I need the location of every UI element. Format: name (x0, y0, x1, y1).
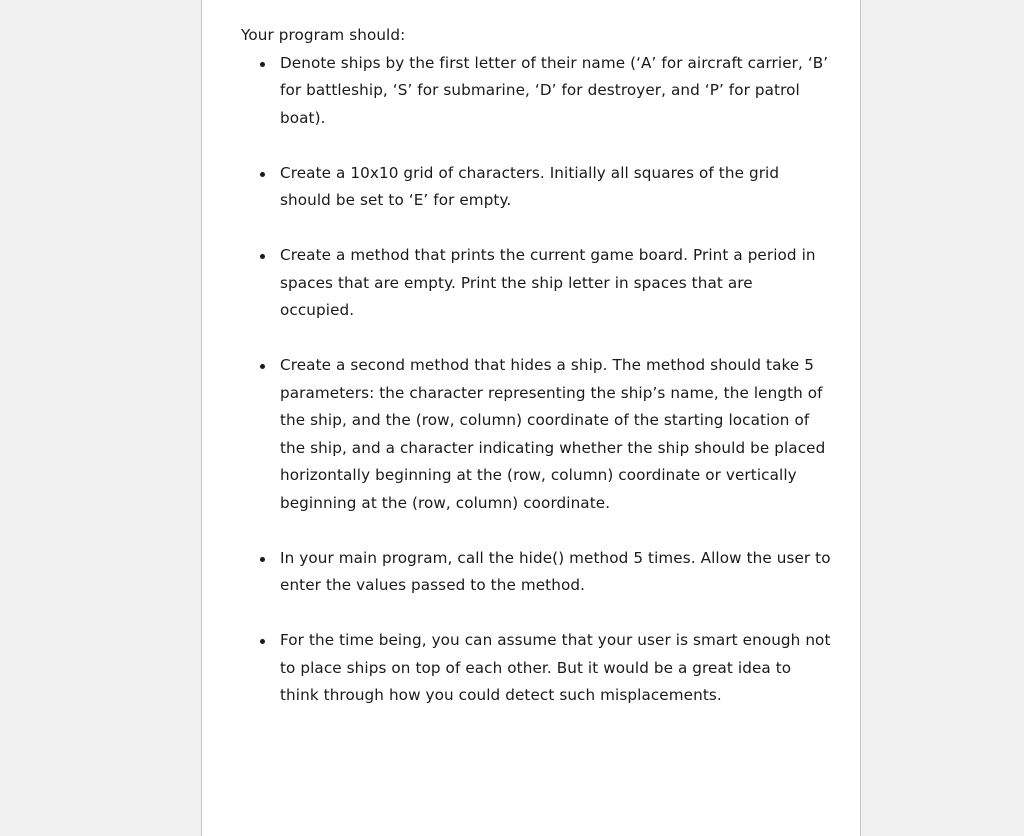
intro-text: Your program should: (241, 26, 406, 44)
requirements-list (241, 50, 831, 710)
bullet-icon (260, 557, 265, 562)
bullet-icon (260, 254, 265, 259)
list-item (241, 50, 831, 133)
bullet-icon (260, 172, 265, 177)
document-content (241, 22, 831, 737)
bullet-icon (260, 364, 265, 369)
list-item (241, 627, 831, 710)
list-item-text: In your main program, call the hide() method 5 times. Allow the user to enter the values passed to the method. (280, 548, 831, 594)
list-item (241, 242, 831, 325)
list-item (241, 545, 831, 600)
document-page (201, 0, 861, 836)
list-item-text: Denote ships by the first letter of their name (‘A’ for aircraft carrier, ‘B’ for battleship, ‘S’ for submarine, ‘D’ for destroyer, and ‘P’ for patrol boat). (280, 53, 829, 127)
bullet-icon (260, 62, 265, 67)
bullet-icon (260, 639, 265, 644)
list-item (241, 160, 831, 215)
list-item-text: For the time being, you can assume that your user is smart enough not to place ships on top of each other. But it would be a great idea to think through how you could detect such misplacements. (280, 631, 831, 704)
list-item-text: Create a method that prints the current game board. Print a period in spaces that are empty. Print the ship letter in spaces that are occupied. (280, 246, 816, 319)
list-item-text: Create a 10x10 grid of characters. Initially all squares of the grid should be set to ‘E’ for empty. (280, 163, 780, 209)
list-item (241, 352, 831, 517)
list-item-text: Create a second method that hides a ship. The method should take 5 parameters: the character representing the ship’s name, the length of the ship, and the (row, column) coordinate of the starting location of the ship, and a character indicating whether the ship should be placed horizontally beginning at the (row, column) coordinate or vertically beginning at the (row, column) coordinate. (280, 356, 826, 512)
